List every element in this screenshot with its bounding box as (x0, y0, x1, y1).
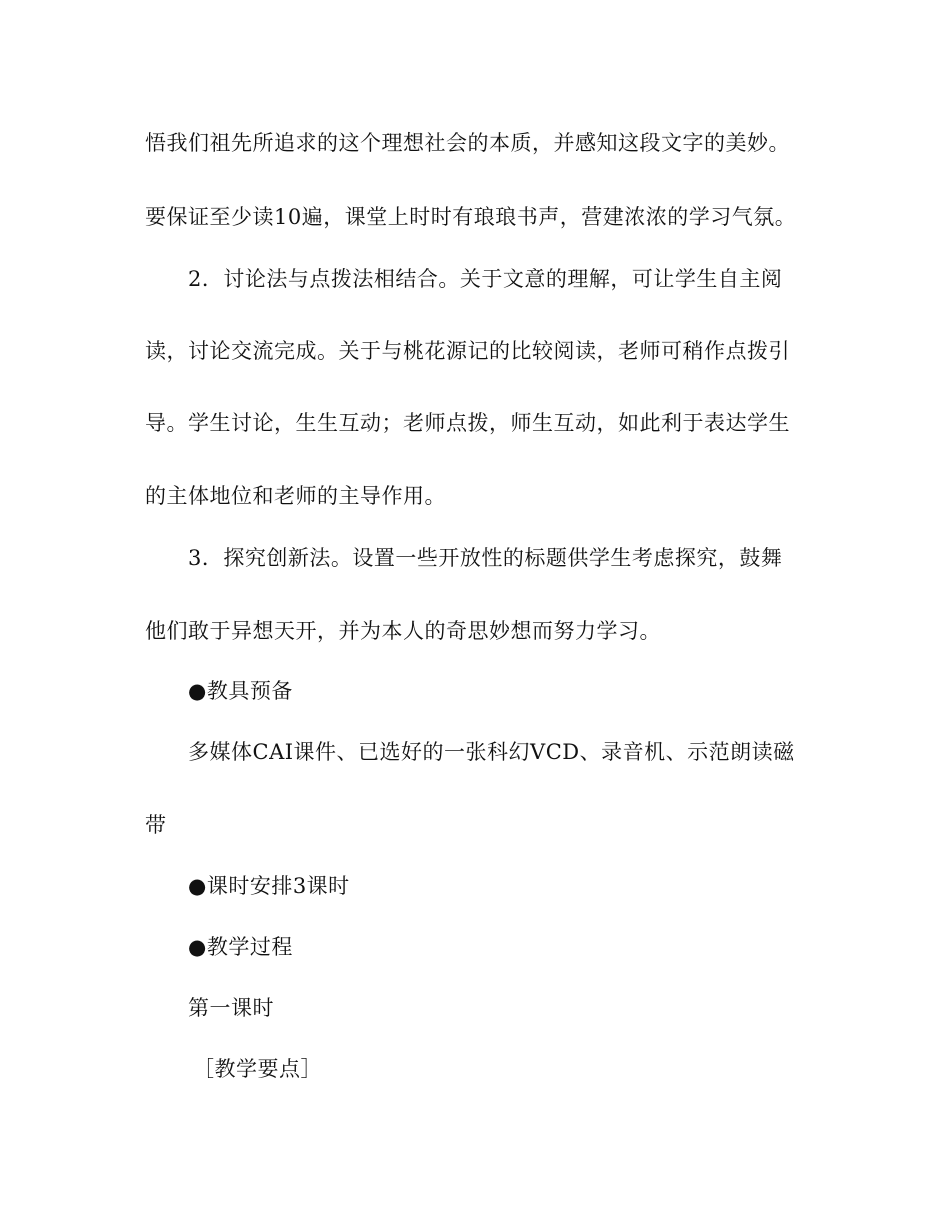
paragraph-line: 读，讨论交流完成。关于与桃花源记的比较阅读，老师可稍作点拨引 (145, 339, 790, 363)
section-heading: ●教学过程 (188, 935, 293, 959)
section-heading: ●课时安排3课时 (188, 874, 350, 898)
paragraph-line: 3．探究创新法。设置一些开放性的标题供学生考虑探究，鼓舞 (188, 546, 783, 570)
paragraph-line: 导。学生讨论，生生互动；老师点拨，师生互动，如此利于表达学生 (145, 411, 790, 435)
paragraph-line: 多媒体CAI课件、已选好的一张科幻VCD、录音机、示范朗读磁 (188, 740, 795, 764)
paragraph-line: 2．讨论法与点拨法相结合。关于文意的理解，可让学生自主阅 (188, 267, 783, 291)
subsection-heading: 第一课时 (188, 996, 274, 1020)
paragraph-line: 的主体地位和老师的主导作用。 (145, 484, 446, 508)
paragraph-line: 悟我们祖先所追求的这个理想社会的本质，并感知这段文字的美妙。 (145, 131, 790, 155)
bracket-heading: ［教学要点］ (193, 1057, 322, 1081)
paragraph-line: 要保证至少读10遍，课堂上时时有琅琅书声，营建浓浓的学习气氛。 (145, 205, 797, 229)
paragraph-line: 带 (145, 813, 167, 837)
section-heading: ●教具预备 (188, 679, 293, 703)
paragraph-line: 他们敢于异想天开，并为本人的奇思妙想而努力学习。 (145, 619, 661, 643)
